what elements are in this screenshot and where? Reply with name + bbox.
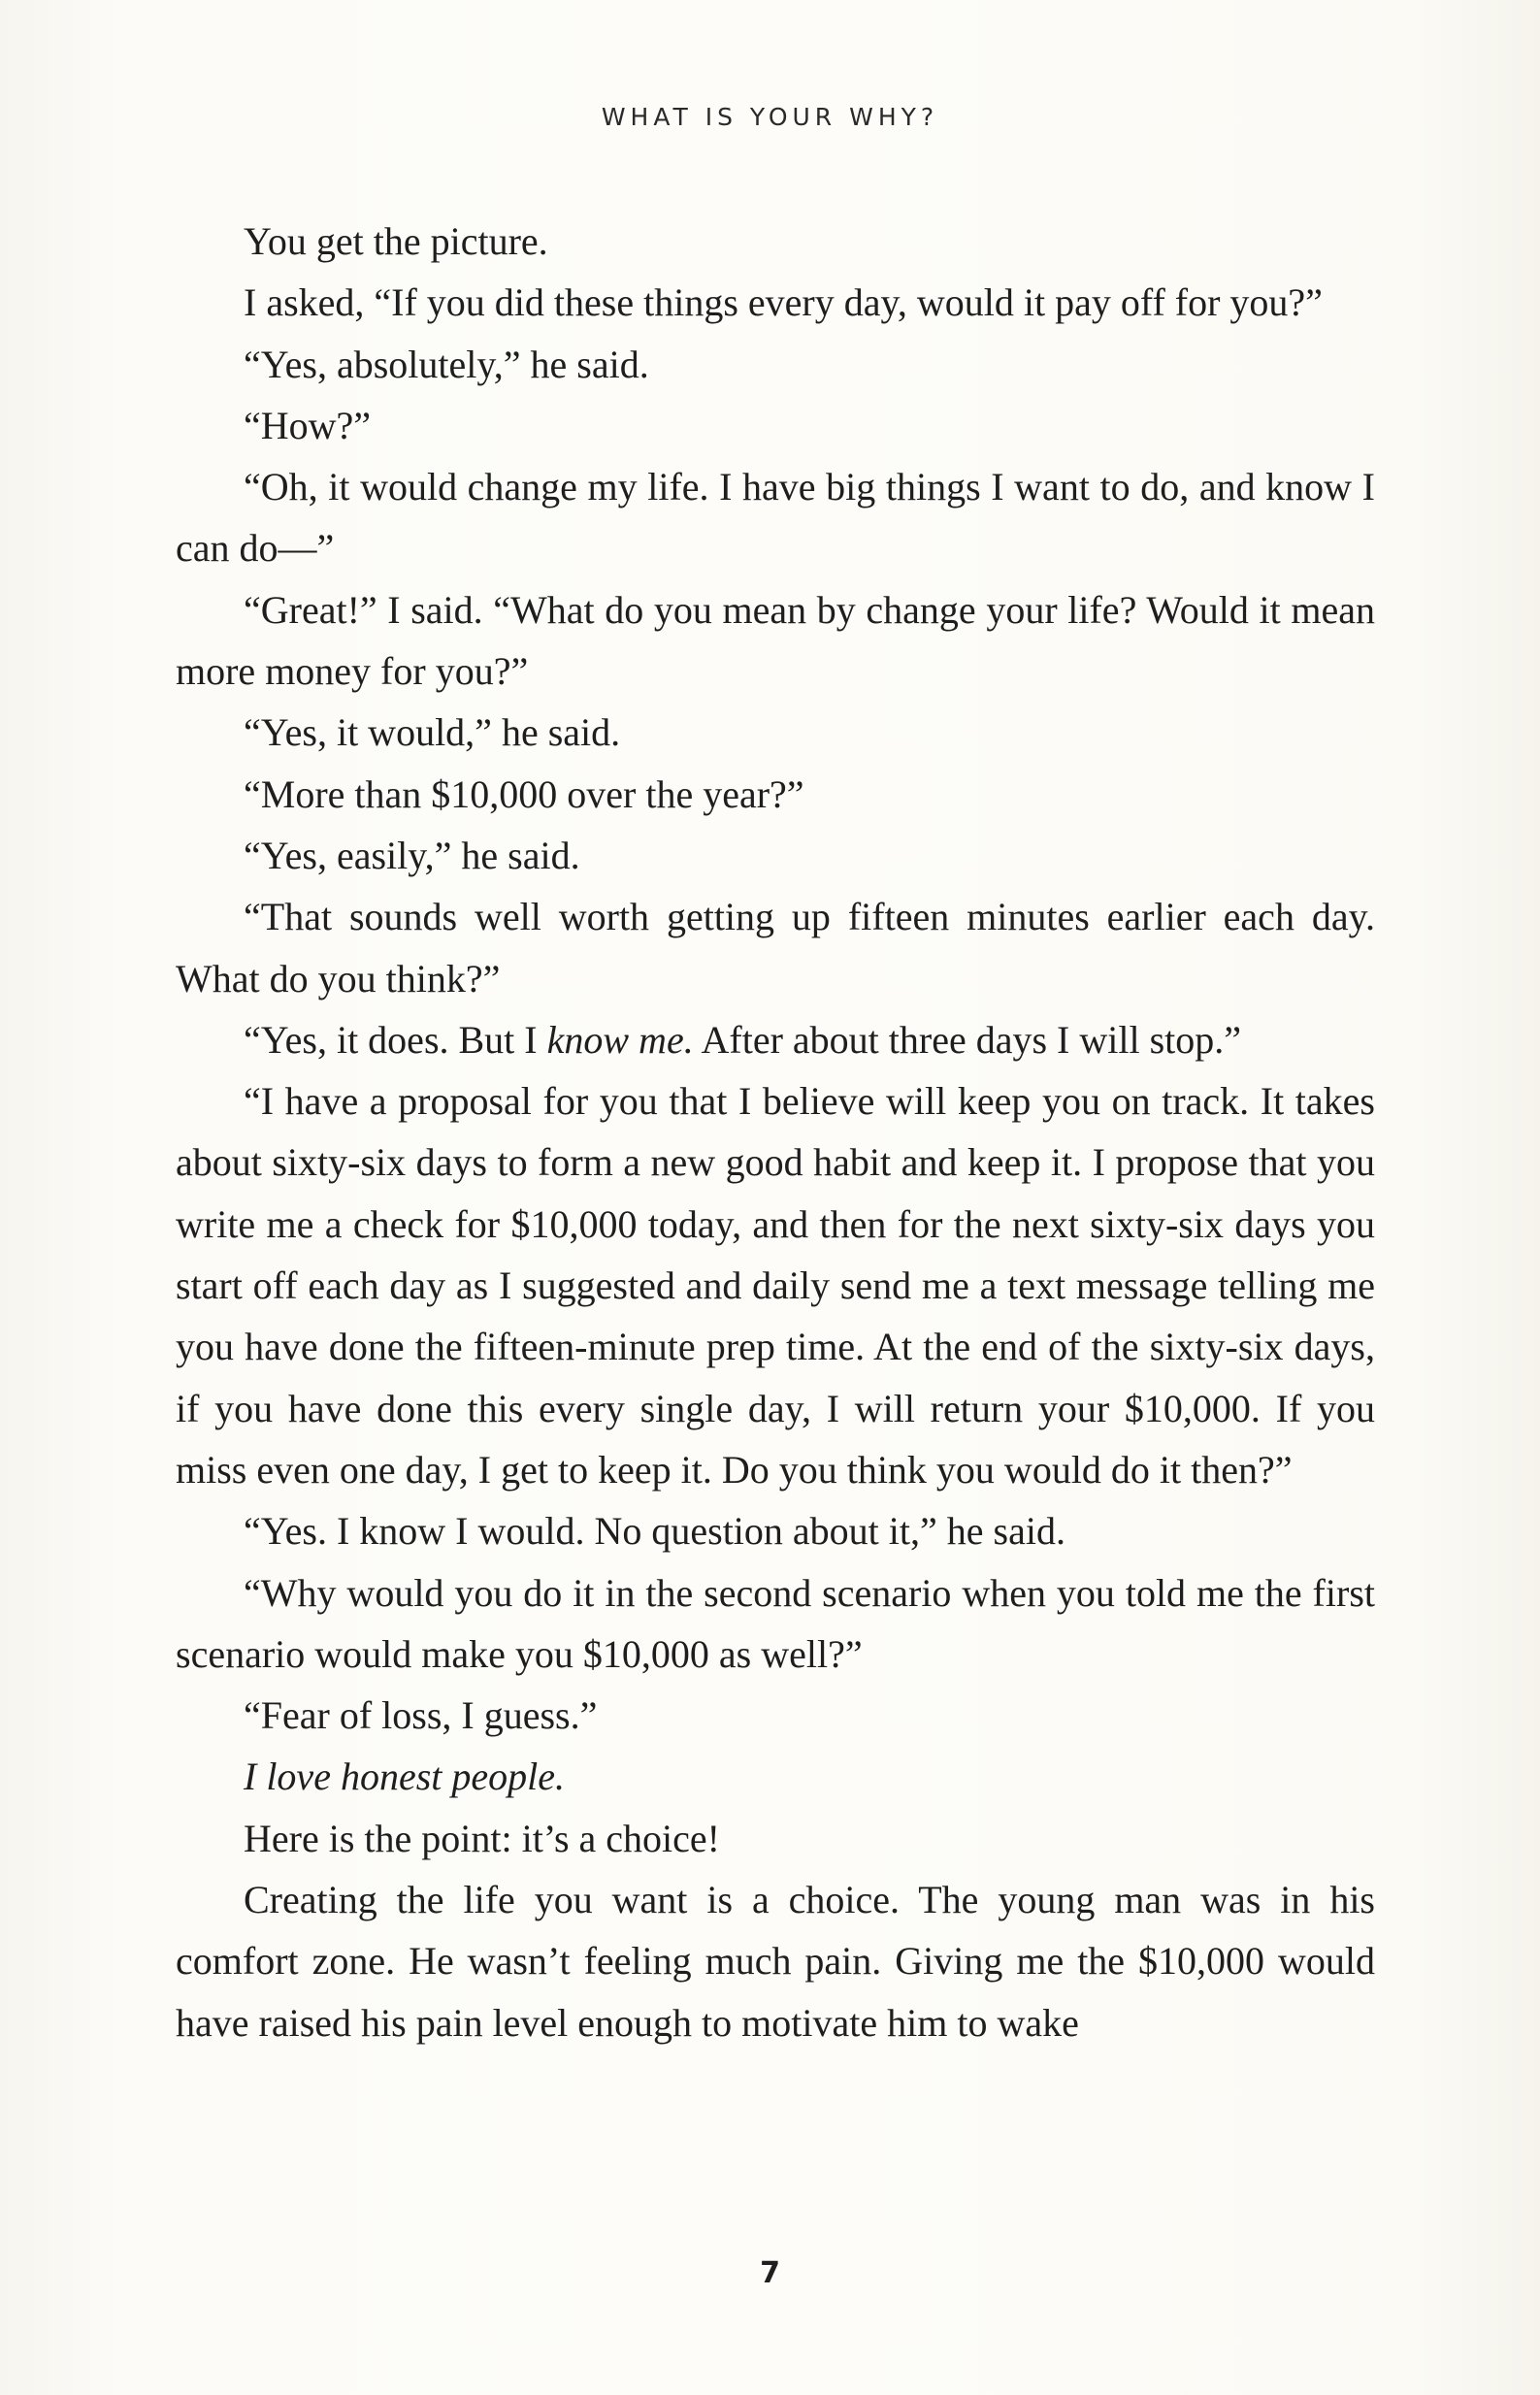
body-text (176, 211, 1375, 2053)
paragraph: “Great!” I said. “What do you mean by change your life? Would it mean more money for you?” (176, 587, 1375, 694)
paragraph: “More than $10,000 over the year?” (244, 771, 804, 816)
paragraph-text: “Yes, it does. But I (244, 1017, 547, 1062)
paragraph: You get the picture. (244, 219, 548, 263)
paragraph: “Yes, it would,” he said. (244, 710, 621, 755)
paragraph (176, 1009, 1375, 1070)
italic-paragraph: I love honest people. (244, 1755, 565, 1799)
paragraph: “I have a proposal for you that I believe will keep you on track. It takes about sixty-six days to form a new good habit and keep it. I propose that you write me a check for $10,000 today, and then for the next sixty-six days you start off each day as I suggested and daily send me a text message telling me you have done the fifteen-minute prep time. At the end of the sixty-six days, if you have done this every single day, I will return your $10,000. If you miss even one day, I get to keep it. Do you think you would do it then?” (176, 1079, 1375, 1492)
paragraph: “Yes. I know I would. No question about it,” he said. (244, 1509, 1065, 1554)
running-head: WHAT IS YOUR WHY? (601, 103, 939, 131)
paragraph: “Why would you do it in the second scenario when you told me the first scenario would make you $10,000 as well?” (176, 1570, 1375, 1676)
paragraph-text: After about three days I will stop.” (693, 1017, 1241, 1062)
paragraph: “How?” (244, 403, 372, 447)
paragraph: “That sounds well worth getting up fifteen minutes earlier each day. What do you think?” (176, 895, 1375, 1001)
paragraph: I asked, “If you did these things every day, would it pay off for you?” (244, 280, 1323, 325)
paragraph: Creating the life you want is a choice. The young man was in his comfort zone. He wasn’t feeling much pain. Giving me the $10,000 would have raised his pain level enough to motivate him to wake (176, 1878, 1375, 2045)
paragraph: “Yes, easily,” he said. (244, 833, 580, 877)
paragraph: “Yes, absolutely,” he said. (244, 342, 649, 386)
paragraph: Here is the point: it’s a choice! (244, 1816, 720, 1860)
italic-emphasis: know me. (546, 1017, 694, 1062)
paragraph: “Fear of loss, I guess.” (244, 1693, 598, 1738)
page-number: 7 (760, 2256, 780, 2290)
paragraph: “Oh, it would change my life. I have big things I want to do, and know I can do—” (176, 465, 1375, 571)
